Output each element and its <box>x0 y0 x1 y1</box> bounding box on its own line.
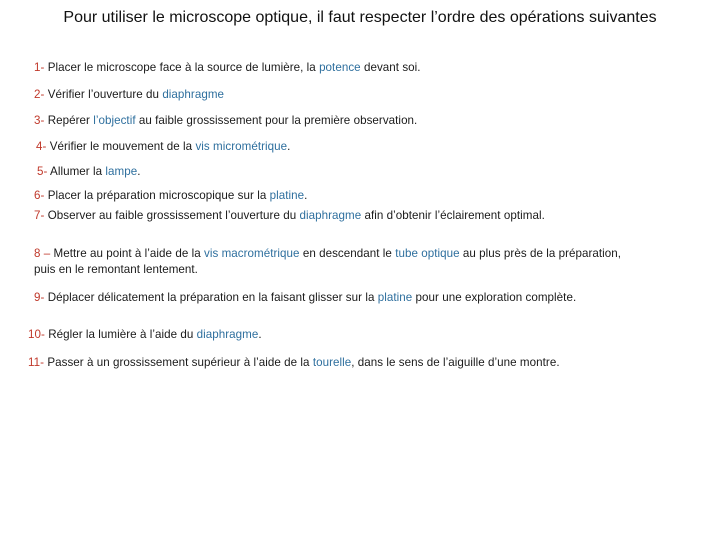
step-9 <box>34 290 576 306</box>
step-5 <box>37 164 140 180</box>
step-keyword: vis micrométrique <box>195 140 288 153</box>
step-text: Repérer <box>44 114 94 127</box>
step-text: au plus près de la préparation, puis en le remontant lentement. <box>34 247 622 276</box>
step-7 <box>34 208 545 224</box>
step-1 <box>34 60 421 76</box>
step-keyword: l’objectif <box>93 114 136 127</box>
step-number: 3- <box>34 114 45 127</box>
step-number: 8 – <box>34 247 51 260</box>
step-number: 4- <box>36 140 47 153</box>
step-8 <box>34 246 634 278</box>
step-text: pour une exploration complète. <box>412 291 577 304</box>
step-text: . <box>287 140 291 153</box>
step-text: Mettre au point à l’aide de la <box>50 247 204 260</box>
step-keyword: diaphragme <box>196 328 259 341</box>
step-number: 2- <box>34 88 45 101</box>
step-number: 11- <box>28 356 45 369</box>
step-keyword: tourelle <box>312 356 352 369</box>
step-number: 9- <box>34 291 45 304</box>
step-text: . <box>258 328 262 341</box>
step-6 <box>34 188 307 204</box>
step-text: . <box>304 189 308 202</box>
step-text: en descendant le <box>299 247 396 260</box>
step-text: Régler la lumière à l’aide du <box>44 328 197 341</box>
step-11 <box>28 355 560 371</box>
step-number: 7- <box>34 209 45 222</box>
step-text: Placer le microscope face à la source de lumière, la <box>44 61 320 74</box>
step-keyword: diaphragme <box>162 88 225 101</box>
step-keyword: vis macrométrique <box>203 247 300 260</box>
step-keyword: diaphragme <box>299 209 362 222</box>
step-3 <box>34 113 417 129</box>
step-10 <box>28 327 262 343</box>
step-keyword: lampe <box>105 165 138 178</box>
step-keyword: platine <box>377 291 413 304</box>
step-4 <box>36 139 290 155</box>
step-text: Déplacer délicatement la préparation en la faisant glisser sur la <box>44 291 378 304</box>
step-text: au faible grossissement pour la première observation. <box>135 114 418 127</box>
step-number: 10- <box>28 328 45 341</box>
step-text: afin d’obtenir l’éclairement optimal. <box>361 209 545 222</box>
step-2 <box>34 87 224 103</box>
step-text: Vérifier le mouvement de la <box>46 140 196 153</box>
step-text: devant soi. <box>360 61 421 74</box>
step-text: Vérifier l’ouverture du <box>44 88 163 101</box>
step-text: Passer à un grossissement supérieur à l’aide de la <box>44 356 313 369</box>
step-number: 5- <box>37 165 48 178</box>
step-number: 6- <box>34 189 45 202</box>
step-text: . <box>137 165 141 178</box>
step-text: Allumer la <box>47 165 106 178</box>
step-text: Placer la préparation microscopique sur la <box>44 189 270 202</box>
step-keyword: platine <box>269 189 305 202</box>
page-title: Pour utiliser le microscope optique, il faut respecter l’ordre des opérations suivantes <box>63 9 657 26</box>
step-text: , dans le sens de l’aiguille d’une montre. <box>351 356 560 369</box>
step-number: 1- <box>34 61 45 74</box>
step-text: Observer au faible grossissement l’ouverture du <box>44 209 300 222</box>
step-keyword: tube optique <box>395 247 460 260</box>
step-keyword: potence <box>319 61 361 74</box>
